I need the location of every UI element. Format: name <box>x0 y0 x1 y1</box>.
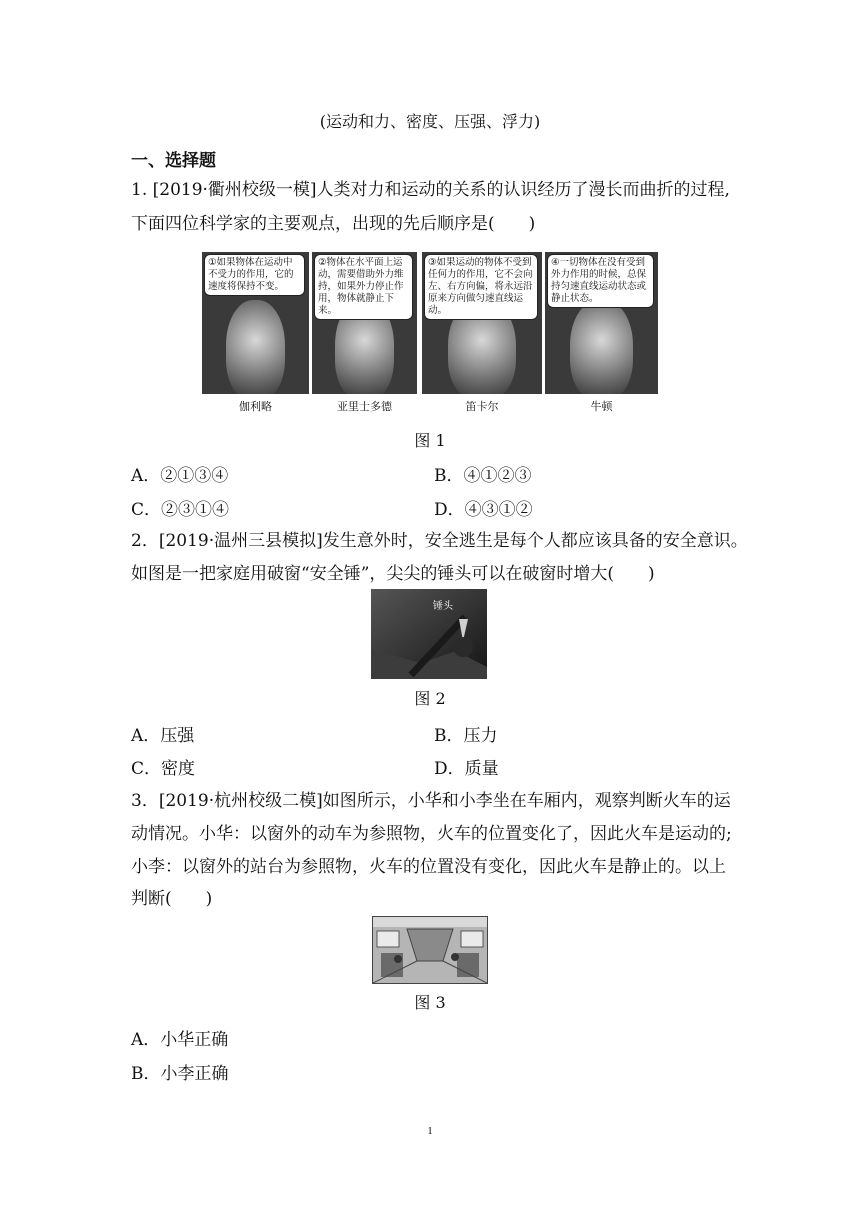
hammer-head-label: 锤头 <box>433 601 453 612</box>
q1-line-1: 1. [2019·衢州校级一模]人类对力和运动的关系的认识经历了漫长而曲折的过程, <box>131 180 730 200</box>
q3-option-a: A．小华正确 <box>131 1030 229 1050</box>
section-title: 一、选择题 <box>131 151 216 171</box>
figure-2-caption: 图 2 <box>414 689 446 708</box>
q2-option-c: C．密度 <box>131 759 196 779</box>
name-aristotle: 亚里士多德 <box>337 400 392 413</box>
portrait-image <box>226 300 286 394</box>
q1-option-a: A．②①③④ <box>131 466 229 486</box>
page-number: 1 <box>427 1125 433 1137</box>
q2-option-b: B．压力 <box>434 726 498 746</box>
speech-bubble: ②物体在水平面上运动，需要借助外力维持，如果外力停止作用，物体就静止下来。 <box>314 254 413 320</box>
figure-2-safety-hammer <box>371 589 487 679</box>
q3-option-b: B．小李正确 <box>131 1064 229 1084</box>
q2-line-2: 如图是一把家庭用破窗“安全锤”，尖尖的锤头可以在破窗时增大( ) <box>131 564 655 584</box>
q2-option-a: A．压强 <box>131 726 195 746</box>
name-galileo: 伽利略 <box>239 400 272 413</box>
figure-3-train-carriage <box>372 916 488 984</box>
q1-option-b: B．④①②③ <box>434 466 532 486</box>
q2-line-1: 2．[2019·温州三县模拟]发生意外时，安全逃生是每个人都应该具备的安全意识。 <box>131 531 748 551</box>
q1-option-d: D．④③①② <box>434 500 533 520</box>
speech-bubble: ①如果物体在运动中不受力的作用，它的速度将保持不变。 <box>204 254 305 296</box>
panel-aristotle <box>312 252 417 394</box>
panel-descartes <box>422 252 542 394</box>
q1-line-2: 下面四位科学家的主要观点，出现的先后顺序是( ) <box>131 214 536 234</box>
figure-1-scientists <box>202 252 658 414</box>
q3-line-4: 判断( ) <box>131 889 213 909</box>
speech-bubble: ③如果运动的物体不受到任何力的作用，它不会向左、右方向偏，将永远沿原来方向做匀速直线运动。 <box>424 254 538 320</box>
speech-bubble: ④一切物体在没有受到外力作用的时候，总保持匀速直线运动状态或静止状态。 <box>547 254 654 308</box>
safety-hammer-image <box>371 589 487 679</box>
q3-line-3: 小李：以窗外的站台为参照物，火车的位置没有变化，因此火车是静止的。以上 <box>131 857 726 877</box>
name-descartes: 笛卡尔 <box>465 400 499 413</box>
portrait-image <box>570 300 633 394</box>
name-newton: 牛顿 <box>590 400 613 413</box>
panel-newton <box>545 252 658 394</box>
page-subtitle: (运动和力、密度、压强、浮力) <box>319 112 541 131</box>
figure-1-caption: 图 1 <box>414 431 446 450</box>
q1-option-c: C．②③①④ <box>131 500 230 520</box>
q2-option-d: D．质量 <box>434 759 499 779</box>
train-carriage-image <box>373 917 487 983</box>
q3-line-1: 3．[2019·杭州校级二模]如图所示，小华和小李坐在车厢内，观察判断火车的运 <box>131 791 731 811</box>
figure-3-caption: 图 3 <box>414 993 446 1012</box>
panel-galileo <box>202 252 309 394</box>
q3-line-2: 动情况。小华：以窗外的动车为参照物，火车的位置变化了，因此火车是运动的; <box>131 824 732 844</box>
